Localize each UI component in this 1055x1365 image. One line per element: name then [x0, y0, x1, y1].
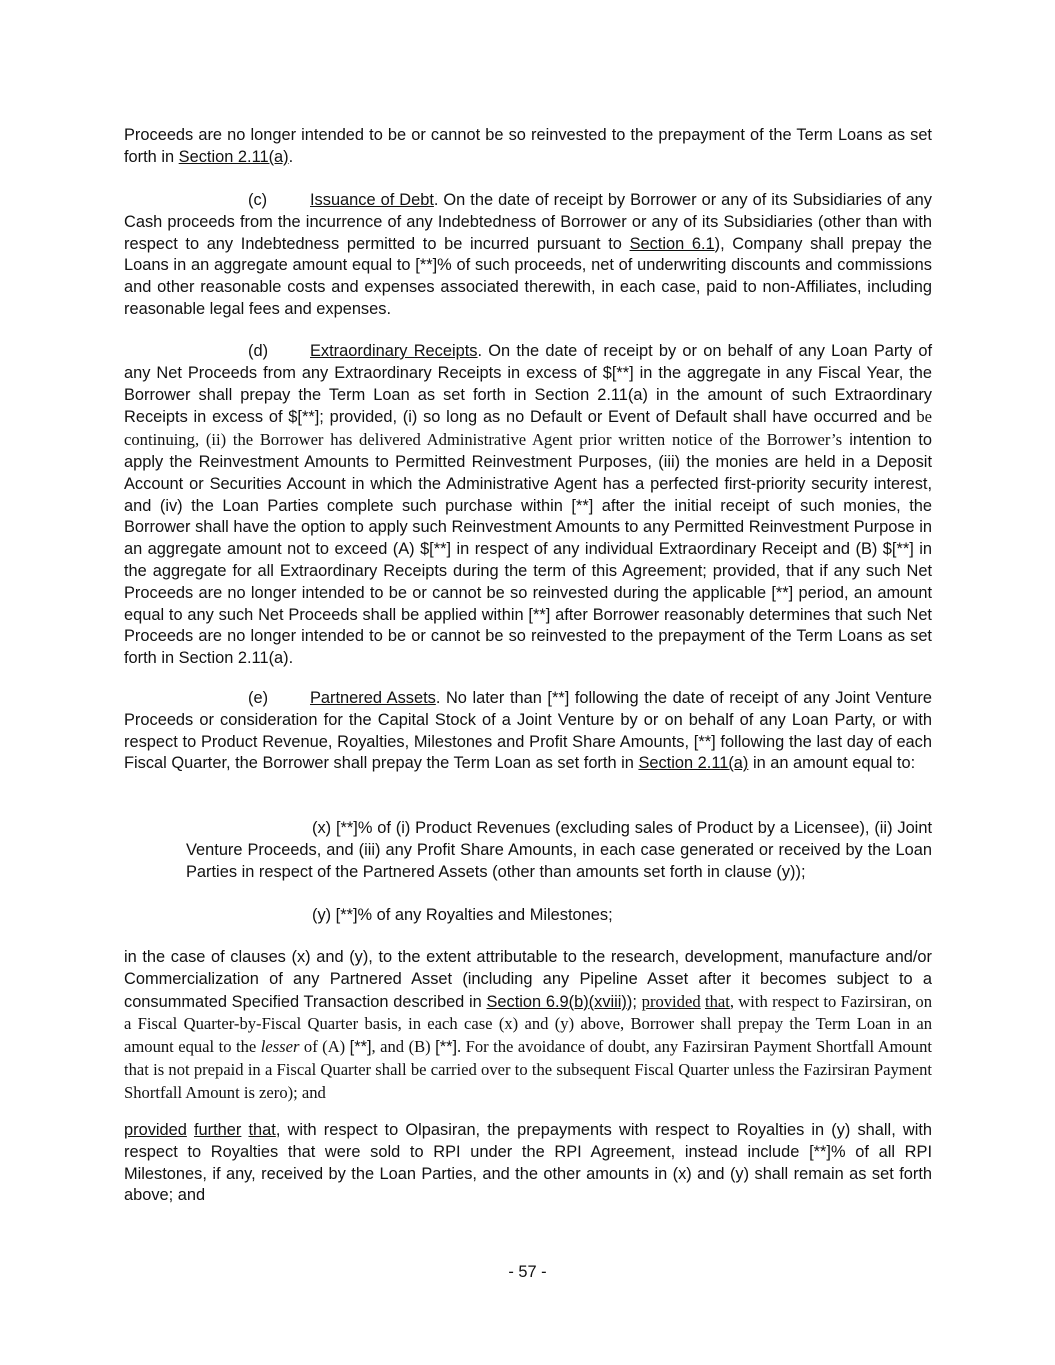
clause-y: (y) [**]% of any Royalties and Milestones;	[312, 906, 613, 924]
clause-heading: Partnered Assets	[310, 689, 436, 707]
redaction-mark: [**]	[349, 1038, 372, 1057]
paragraph-provided-further	[124, 1120, 932, 1207]
paragraph-a-continuation	[124, 125, 932, 169]
section-reference: Section 6.1	[629, 234, 715, 253]
paragraph-text: . No later than [**] following the date of receipt of any Joint Venture Proceeds or consideration for the Capital Stock of a Joint Venture by or on behalf of any Loan Party, or with respect to Product Revenue, Royalties, Milestones and Profit Share Amounts, [**] following the last day of each Fiscal Quarter, the Borrower shall prepay the Term Loan as set forth in	[124, 689, 932, 773]
paragraph-text-serif: of (A)	[299, 1037, 350, 1057]
lesser-term: lesser	[260, 1037, 300, 1057]
paragraph-text-serif: be continuing, (ii) the Borrower has delivered Administrative Agent prior written notice of the Borrower’s	[124, 407, 932, 450]
paragraph-text: intention to apply the Reinvestment Amounts to Permitted Reinvestment Purposes, (iii) the monies are held in a Deposit Account or Securities Account in which the Administrative Agent has a perfected first-priority security interest, and (iv) the Loan Parties complete such purchase within [**] after the initial receipt of such monies, the Borrower shall have the option to apply such Reinvestment Amounts to any Permitted Reinvestment Purpose in an aggregate amount not to exceed (A) $[**] in respect of any individual Extraordinary Receipt and (B) $[**] in the aggregate for all Extraordinary Receipts during the term of this Agreement; provided, that if any such Net Proceeds are no longer intended to be or cannot be so reinvested during the applicable [**] period, an amount equal to any such Net Proceeds shall be applied within [**] after Borrower reasonably determines that such Net Proceeds are no longer intended to be or cannot be so reinvested to the prepayment of the Term Loans as set forth in Section 2.11(a).	[124, 431, 932, 668]
clause-heading: Extraordinary Receipts	[310, 342, 478, 360]
clause-label: (d)	[248, 342, 269, 360]
paragraph-clauses-x-y	[124, 947, 932, 1105]
further-term: further	[194, 1121, 242, 1139]
paragraph-text: . On the date of receipt by Borrower or any of its Subsidiaries of any Cash proceeds from the incurrence of any Indebtedness of Borrower or any of its Subsidiaries (other than with respect to any Indebtedness permitted to be incurred pursuant to	[124, 191, 932, 253]
paragraph-text: . On the date of receipt by or on behalf of any Loan Party of any Net Proceeds from any Extraordinary Receipts in excess of $[**] in the aggregate in any Fiscal Year, the Borrower shall prepay the Term Loan as set forth in Section 2.11(a) in the amount of such Extraordinary Receipts in excess of $[**]; provided, (i) so long as no Default or Event of Default shall have occurred and	[124, 342, 933, 427]
paragraph-text: );	[626, 992, 642, 1011]
clause-label: (c)	[248, 191, 268, 209]
that-term: that	[248, 1121, 276, 1139]
clause-label: (e)	[248, 689, 269, 707]
provided-term: provided	[641, 991, 701, 1011]
paragraph-c	[124, 190, 932, 321]
section-reference: Section 2.11(a)	[638, 754, 749, 773]
clause-heading: Issuance of Debt	[310, 191, 434, 209]
paragraph-text: ), Company shall prepay the Loans in an aggregate amount equal to [**]% of such proceeds, net of underwriting discounts and commissions and other reasonable costs and expenses associated therewith, in each case, paid to non-Affiliates, including reasonable legal fees and expenses.	[124, 234, 932, 318]
paragraph-d	[124, 341, 932, 670]
paragraph-text: in an amount equal to:	[748, 754, 916, 773]
paragraph-e	[124, 688, 932, 775]
paragraph-text: Proceeds are no longer intended to be or cannot be so reinvested to the prepayment of the Term Loans as set forth in	[124, 126, 932, 166]
clause-x: (x) [**]% of (i) Product Revenues (excluding sales of Product by a Licensee), (ii) Joint Venture Proceeds, and (iii) any Profit Share Amounts, in each case generated or received by the Loan Parties in respect of the Partnered Assets (other than amounts set forth in clause (y));	[186, 819, 932, 881]
paragraph-text-serif: , and (B)	[371, 1037, 436, 1057]
provided-term: provided	[124, 1121, 187, 1139]
section-reference: Section 6.9(b)(xviii)	[486, 992, 627, 1011]
redaction-mark: [**]	[435, 1038, 458, 1057]
paragraph-text-serif: , with respect to Fazirsiran, on a Fiscal Quarter-by-Fiscal Quarter basis, in each case (x) and (y) above, Borrower shall prepay the Term Loan in an amount equal to the	[124, 991, 932, 1057]
paragraph-text-serif: . For the avoidance of doubt, any Fazirsiran Payment Shortfall Amount that is not prepaid in a Fiscal Quarter shall be carried over to the subsequent Fiscal Quarter unless the Fazirsiran Payment Shortfall Amount is zero); and	[124, 1037, 932, 1102]
that-term: that	[704, 991, 730, 1011]
section-reference: Section 2.11(a)	[178, 147, 289, 166]
punctuation: .	[288, 147, 294, 166]
page-number: - 57 -	[508, 1263, 547, 1281]
paragraph-text: in the case of clauses (x) and (y), to the extent attributable to the research, development, manufacture and/or Commercialization of any Partnered Asset (including any Pipeline Asset after it becomes subject to a consummated Specified Transaction described in	[124, 948, 932, 1011]
paragraph-text: , with respect to Olpasiran, the prepayments with respect to Royalties in (y) shall, with respect to Royalties that were sold to RPI under the RPI Agreement, instead include [**]% of all RPI Milestones, if any, received by the Loan Parties, and the other amounts in (x) and (y) shall remain as set forth above; and	[124, 1121, 933, 1205]
